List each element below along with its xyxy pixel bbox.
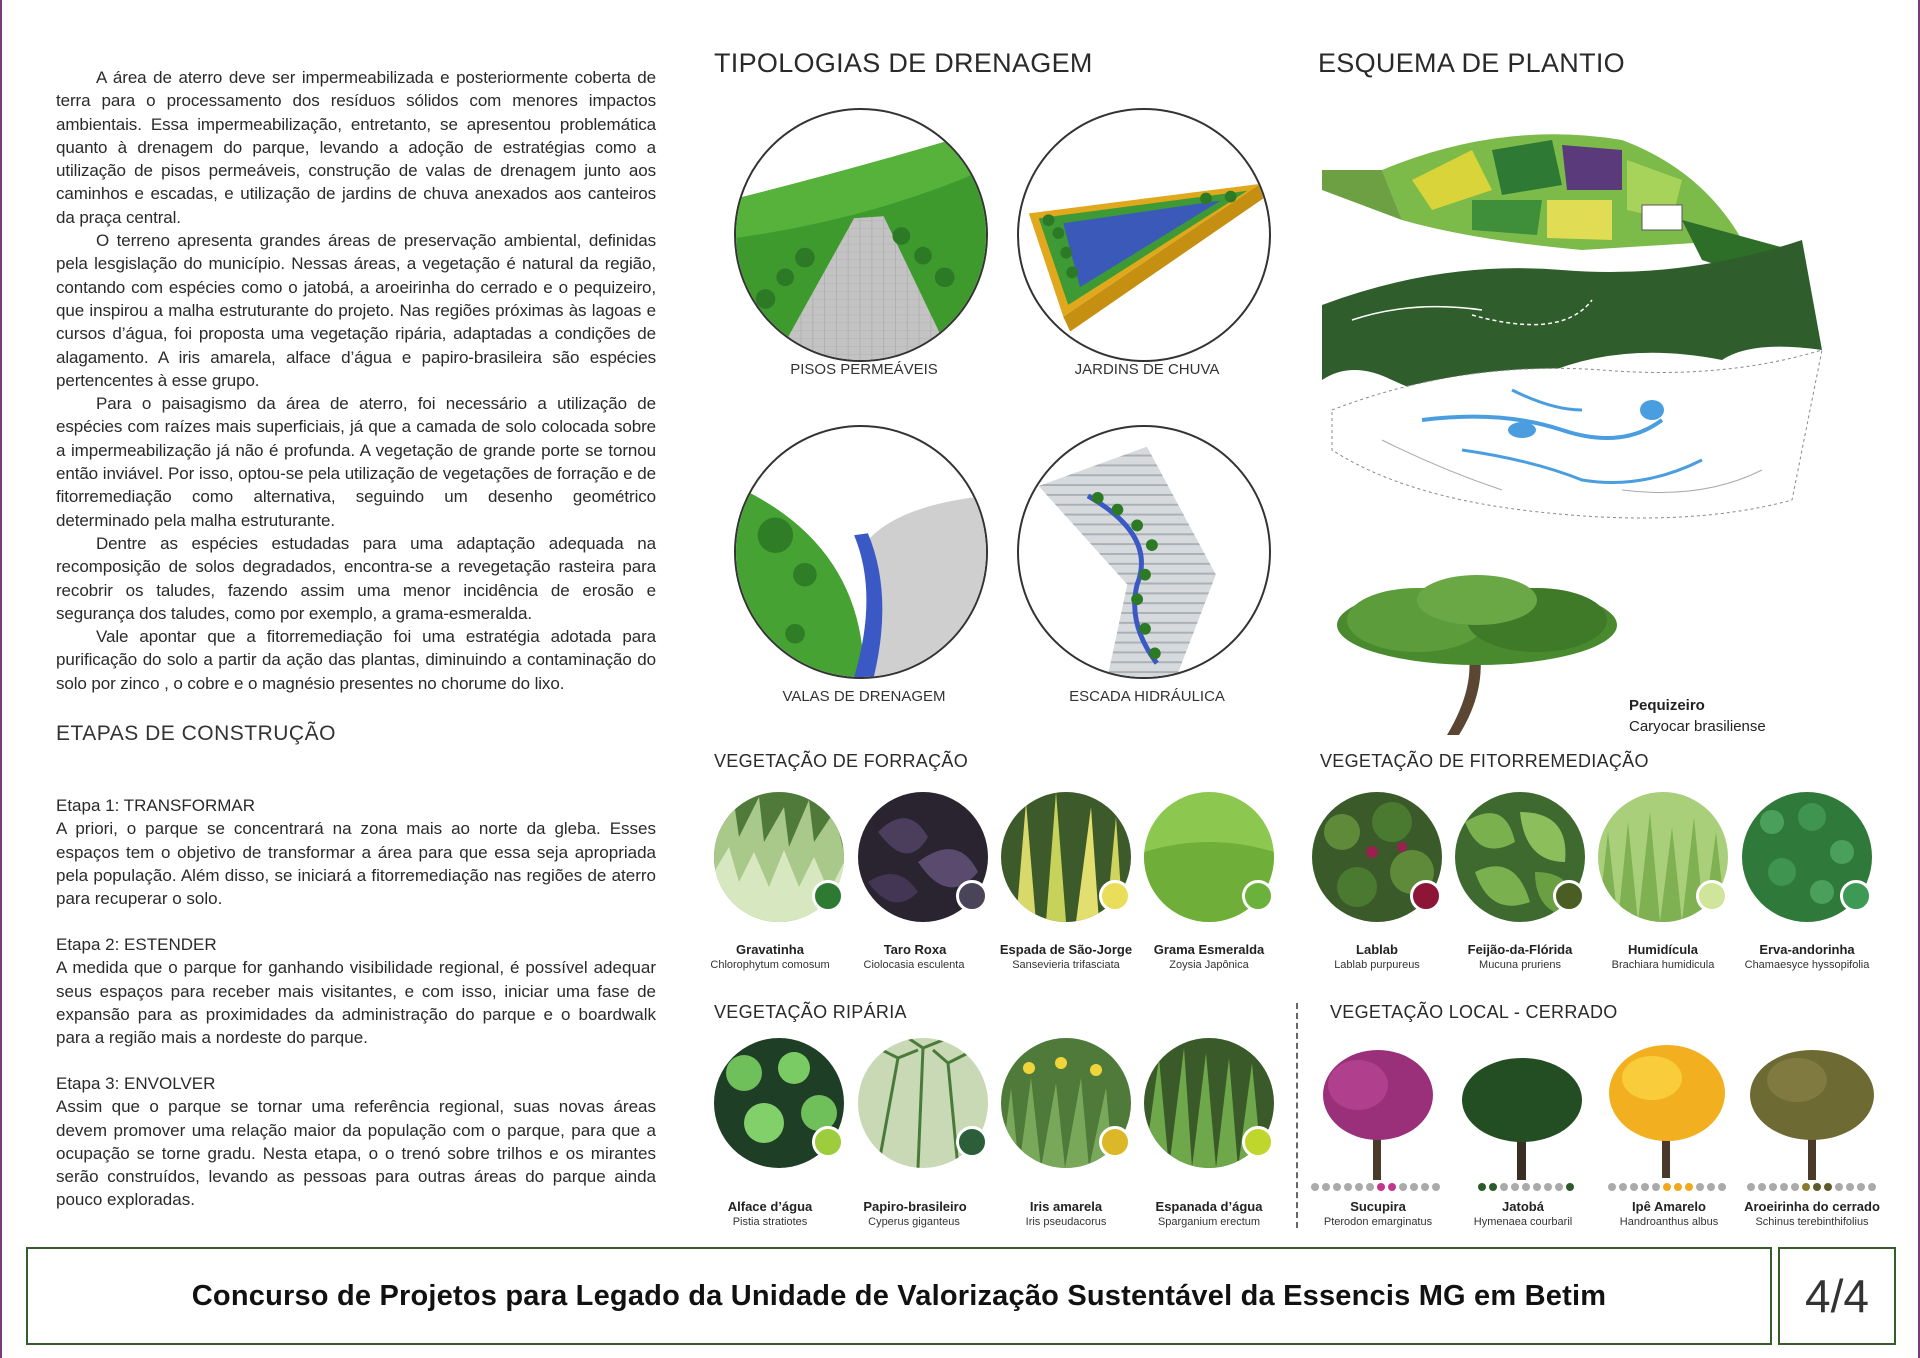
espanada-dagua-color-swatch	[1242, 1126, 1274, 1158]
plant-name: Gravatinha	[736, 942, 804, 957]
cerrado-title: VEGETAÇÃO LOCAL - CERRADO	[1330, 1002, 1618, 1022]
pequizeiro-name: Pequizeiro	[1629, 697, 1705, 714]
plant-scientific-name: Iris pseudacorus	[1025, 1216, 1107, 1228]
stage-title: Etapa 3: ENVOLVER	[56, 1074, 216, 1093]
intro-paragraph: Dentre as espécies estudadas para uma adaptação adequada na recomposição de solos degradados, encontra-se a revegetação rasteira para recobrir os taludes, fazendo assim uma menor incidência de erosão e segurança dos taludes, como por exemplo, a grama-esmeralda.	[56, 533, 656, 623]
drainage-label: ESCADA HIDRÁULICA	[1069, 688, 1225, 705]
lablab-color-swatch	[1410, 880, 1442, 912]
stage-2	[56, 933, 656, 1049]
planting-scheme-diagram	[1322, 110, 1842, 550]
aroeirinha-dots	[1747, 1183, 1876, 1191]
page-number: 4/4	[1805, 1270, 1869, 1322]
stage-1	[56, 794, 656, 910]
intro-text	[56, 66, 656, 695]
papiro-brasileiro-color-swatch	[956, 1126, 988, 1158]
tree-scientific-name: Pterodon emarginatus	[1323, 1216, 1433, 1228]
page-number-box	[1778, 1247, 1896, 1345]
intro-paragraph: A área de aterro deve ser impermeabilizada e posteriormente coberta de terra para o processamento dos resíduos sólidos com menores impactos ambientais. Essa impermeabilização, entretanto, se apresentou problemática quanto à drenagem do parque, levando a adoção de estratégias como a utilização de pisos permeáveis, construção de valas de drenagem junto aos caminhos e escadas, e utilização de jardins de chuva anexados aos canteiros da praça central.	[56, 68, 656, 227]
drainage-label: JARDINS DE CHUVA	[1074, 361, 1220, 378]
plant-scientific-name: Chlorophytum comosum	[710, 959, 830, 971]
tree-scientific-name: Handroanthus albus	[1619, 1216, 1719, 1228]
forracao-title: VEGETAÇÃO DE FORRAÇÃO	[714, 751, 969, 771]
taro-roxa-color-swatch	[956, 880, 988, 912]
planting-title: ESQUEMA DE PLANTIO	[1318, 48, 1625, 78]
pisos-permeaveis-illustration	[734, 108, 988, 362]
plant-name: Espada de São-Jorge	[999, 942, 1133, 957]
tree-scientific-name: Schinus terebinthifolius	[1755, 1216, 1869, 1228]
plant-name: Lablab	[1356, 942, 1398, 957]
footer-title-box	[26, 1247, 1772, 1345]
stage-text: Assim que o parque se tornar uma referência regional, suas novas áreas devem promover uma relação maior da população com o parque, para que a ocupação se torne gradu. Nesta etapa, o o trenó sobre trilhos e os mirantes serão construídos, levando as pessoas para outras áreas do parque ainda pouco exploradas.	[56, 1097, 656, 1210]
jardins-de-chuva-illustration	[1017, 108, 1271, 362]
drainage-title: TIPOLOGIAS DE DRENAGEM	[714, 48, 1093, 78]
pequizeiro-scientific-name: Caryocar brasiliense	[1629, 718, 1766, 735]
plant-scientific-name: Mucuna pruriens	[1479, 959, 1561, 971]
feijao-da-florida-color-swatch	[1553, 880, 1585, 912]
plant-scientific-name: Cyperus giganteus	[868, 1216, 960, 1228]
section-divider	[1296, 1003, 1298, 1228]
alface-dagua-color-swatch	[812, 1126, 844, 1158]
riparia-title: VEGETAÇÃO RIPÁRIA	[714, 1002, 907, 1022]
plant-name: Iris amarela	[1029, 1199, 1103, 1214]
stage-title: Etapa 2: ESTENDER	[56, 935, 217, 954]
intro-paragraph: Vale apontar que a fitorremediação foi uma estratégia adotada para purificação do solo a partir da ação das plantas, diminuindo a contaminação do solo por zinco , o cobre e o magnésio presentes no chorume do lixo.	[56, 627, 656, 693]
plant-name: Alface d’água	[727, 1199, 813, 1214]
jatoba-dots	[1478, 1183, 1574, 1191]
valas-de-drenagem-illustration	[734, 425, 988, 679]
escada-hidraulica-illustration	[1017, 425, 1271, 679]
plant-scientific-name: Zoysia Japônica	[1169, 959, 1249, 971]
gravatinha-color-swatch	[812, 880, 844, 912]
intro-paragraph: Para o paisagismo da área de aterro, foi necessário a utilização de espécies com raízes mais superficiais, já que a camada de solo colocada sobre a impermeabilização já não é profunda. A vegetação de grande porte se tornou então inviável. Por isso, optou-se pela utilização de vegetações de forração e de fitorremediação como alternativa, seguindo um desenho geométrico determinado pela malha estruturante.	[56, 394, 656, 530]
stage-text: A medida que o parque for ganhando visibilidade regional, é possível adequar seus espaços para receber mais visitantes, e com isso, iniciar uma fase de expansão para as proximidades da administração do parque e o boardwalk para a região mais a nordeste do parque.	[56, 958, 656, 1048]
plant-name: Grama Esmeralda	[1153, 942, 1265, 957]
plant-name: Papiro-brasileiro	[863, 1199, 967, 1214]
plant-name: Feijão-da-Flórida	[1467, 942, 1573, 957]
fito-title: VEGETAÇÃO DE FITORREMEDIAÇÃO	[1320, 751, 1649, 771]
plant-scientific-name: Sansevieria trifasciata	[1012, 959, 1120, 971]
intro-paragraph: O terreno apresenta grandes áreas de preservação ambiental, definidas pela lesgislação do município. Nessas áreas, a vegetação é natural da região, contando com espécies como o jatobá, a aroeirinha do cerrado e o pequizeiro, que inspirou a malha estruturante do projeto. Nas regiões próximas às lagoas e cursos d’água, foi proposta uma vegetação ripária, adaptadas a condições de alagamento. A iris amarela, alface d’água e papiro-brasileira são espécies pertencentes à esse grupo.	[56, 231, 656, 390]
humidicula-color-swatch	[1696, 880, 1728, 912]
grama-esmeralda-color-swatch	[1242, 880, 1274, 912]
plant-scientific-name: Pistia stratiotes	[732, 1216, 808, 1228]
tree-name: Aroeirinha do cerrado	[1744, 1199, 1880, 1214]
tree-name: Ipê Amarelo	[1632, 1199, 1706, 1214]
etapas-title: ETAPAS DE CONSTRUÇÃO	[56, 722, 336, 745]
ipe-amarelo-dots	[1608, 1183, 1726, 1191]
drainage-label: VALAS DE DRENAGEM	[782, 688, 946, 705]
plant-scientific-name: Lablab purpureus	[1334, 959, 1420, 971]
plant-scientific-name: Brachiara humidicula	[1611, 959, 1715, 971]
tree-name: Jatobá	[1502, 1199, 1544, 1214]
sucupira-dots	[1311, 1183, 1440, 1191]
footer-title: Concurso de Projetos para Legado da Unidade de Valorização Sustentável da Essencis MG em Betim	[191, 1279, 1607, 1312]
iris-amarela-color-swatch	[1099, 1126, 1131, 1158]
sucupira-tree-icon	[1313, 1040, 1443, 1180]
plant-scientific-name: Ciolocasia esculenta	[863, 959, 965, 971]
plant-name: Erva-andorinha	[1759, 942, 1855, 957]
drainage-label: PISOS PERMEÁVEIS	[790, 361, 938, 378]
plant-name: Taro Roxa	[883, 942, 947, 957]
stage-title: Etapa 1: TRANSFORMAR	[56, 796, 256, 815]
tree-name: Sucupira	[1350, 1199, 1406, 1214]
plant-name: Espanada d’água	[1155, 1199, 1263, 1214]
pequizeiro-tree-icon	[1327, 565, 1627, 735]
stage-text: A priori, o parque se concentrará na zona mais ao norte da gleba. Esses espaços tem o objetivo de transformar a área para que essa seja apropriada pela população. Além disso, se iniciará a fitorremediação nas regiões de aterro para recuperar o solo.	[56, 819, 656, 909]
aroeirinha-tree-icon	[1742, 1040, 1882, 1180]
ipe-amarelo-tree-icon	[1602, 1038, 1732, 1178]
stage-3	[56, 1072, 656, 1212]
plant-scientific-name: Sparganium erectum	[1157, 1216, 1261, 1228]
plant-scientific-name: Chamaesyce hyssopifolia	[1744, 959, 1870, 971]
erva-andorinha-color-swatch	[1840, 880, 1872, 912]
jatoba-tree-icon	[1457, 1050, 1587, 1180]
plant-name: Humidícula	[1627, 942, 1699, 957]
espada-sao-jorge-color-swatch	[1099, 880, 1131, 912]
tree-scientific-name: Hymenaea courbaril	[1473, 1216, 1573, 1228]
